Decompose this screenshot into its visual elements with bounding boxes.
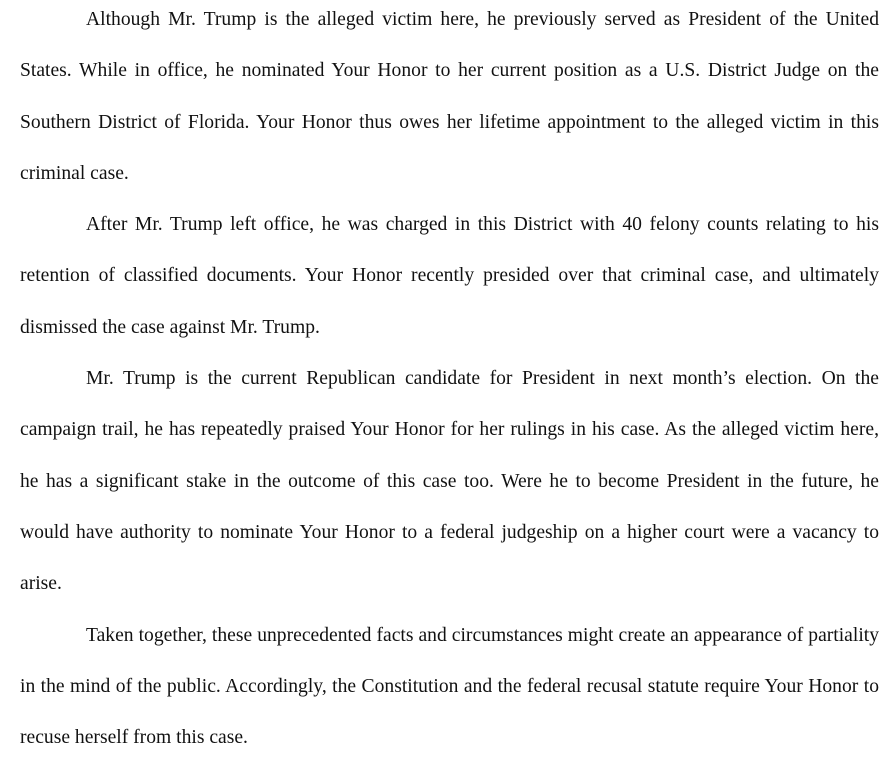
paragraph-republican-candidate: Mr. Trump is the current Republican candidate for President in next month’s election. On the campaign trail, he has repeatedly praised Your Honor for her rulings in his case. As the alleged victim here, he has a significant stake in the outcome of this case too. Were he to become President in the future, he would have authority to nominate Your Honor to a federal judgeship on a higher court were a vacancy to arise.	[20, 368, 879, 595]
paragraph-recusal-request: Taken together, these unprecedented facts and circumstances might create an appearance of partiality in the mind of the public. Accordingly, the Constitution and the federal recusal statute require Your Honor to recuse herself from this case.	[20, 624, 879, 749]
paragraph-classified-documents-case: After Mr. Trump left office, he was charged in this District with 40 felony counts relating to his retention of classified documents. Your Honor recently presided over that criminal case, and ultimately dismissed the case against Mr. Trump.	[20, 214, 879, 338]
paragraph-victim-nomination: Although Mr. Trump is the alleged victim here, he previously served as President of the United States. While in office, he nominated Your Honor to her current position as a U.S. District Judge on the Southern District of Florida. Your Honor thus owes her lifetime appointment to the alleged victim in this criminal case.	[20, 9, 879, 184]
